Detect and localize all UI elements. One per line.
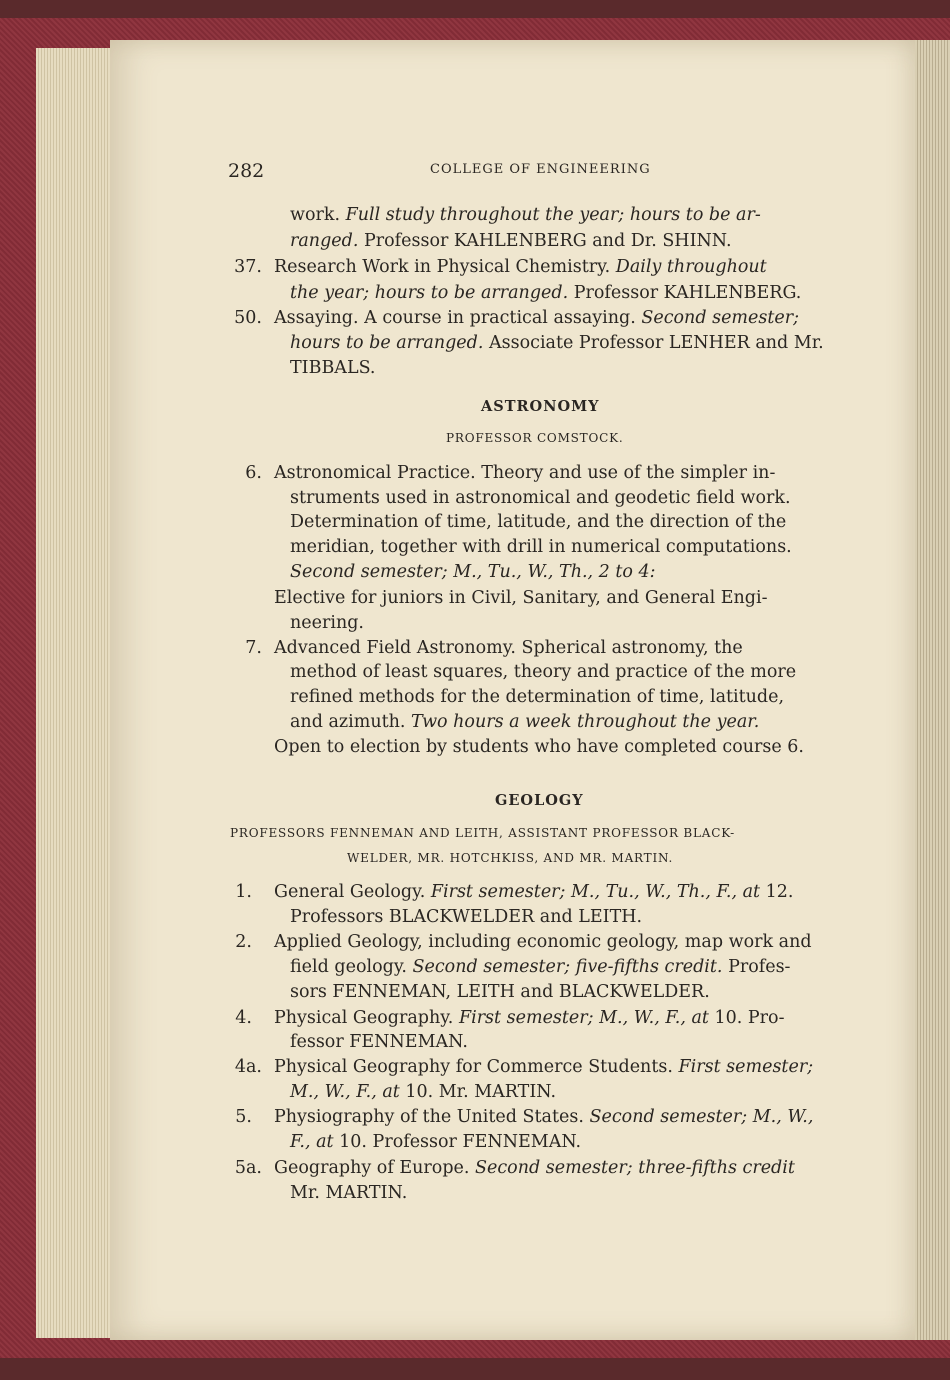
course-number: 6. [245, 463, 262, 483]
geology-staff-line-1: PROFESSORS FENNEMAN AND LEITH, ASSISTANT PROFESSOR BLACK- [230, 826, 735, 840]
astronomy-6-line-1: Astronomical Practice. Theory and use of the simpler in- [274, 463, 776, 483]
geology-5a-line-2: Mr. MARTIN. [290, 1183, 408, 1203]
astronomy-6-line-3: Determination of time, latitude, and the direction of the [290, 512, 787, 532]
astronomy-6-line-4: meridian, together with drill in numerical computations. [290, 537, 792, 557]
astronomy-7-line-5: Open to election by students who have completed course 6. [274, 737, 804, 757]
geology-4a-line-1: Physical Geography for Commerce Students. First semester; [274, 1057, 814, 1077]
astronomy-6-line-7: neering. [290, 613, 364, 633]
geology-4a-line-2: M., W., F., at 10. Mr. MARTIN. [290, 1082, 557, 1102]
geology-5a-line-1: Geography of Europe. Second semester; three-fifths credit [274, 1158, 795, 1178]
astronomy-7-line-2: method of least squares, theory and practice of the more [290, 662, 797, 682]
course-50-line-3: TIBBALS. [290, 358, 376, 378]
course-number: 50. [234, 308, 262, 328]
geology-1-line-1: General Geology. First semester; M., Tu., W., Th., F., at 12. [274, 882, 794, 902]
running-head: COLLEGE OF ENGINEERING [430, 162, 651, 177]
course-number: 5a. [234, 1158, 262, 1178]
course-number: 1. [235, 882, 252, 902]
course-number: 7. [245, 638, 262, 658]
geology-5-line-1: Physiography of the United States. Second semester; M., W., [274, 1107, 814, 1127]
page-edges-left [36, 48, 116, 1338]
geology-5-line-2: F., at 10. Professor FENNEMAN. [290, 1132, 582, 1152]
course-number: 37. [234, 257, 262, 277]
geology-staff-line-2: WELDER, MR. HOTCHKISS, AND MR. MARTIN. [347, 851, 674, 865]
astronomy-7-line-3: refined methods for the determination of time, latitude, [290, 687, 785, 707]
course-number: 2. [235, 932, 252, 952]
astronomy-7-line-4: and azimuth. Two hours a week throughout the year. [290, 712, 760, 732]
course-number: 5. [235, 1107, 252, 1127]
astronomy-6-line-6: Elective for juniors in Civil, Sanitary, and General Engi- [274, 588, 768, 608]
course-37-line-1: Research Work in Physical Chemistry. Daily throughout [274, 257, 767, 277]
section-title-astronomy: ASTRONOMY [481, 398, 600, 415]
course-50-line-1: Assaying. A course in practical assaying. Second semester; [274, 308, 800, 328]
geology-2-line-2: field geology. Second semester; five-fifths credit. Profes- [290, 957, 791, 977]
geology-4-line-1: Physical Geography. First semester; M., W., F., at 10. Pro- [274, 1008, 785, 1028]
page-number: 282 [228, 160, 265, 182]
astronomy-staff: PROFESSOR COMSTOCK. [446, 431, 624, 445]
section-title-geology: GEOLOGY [495, 792, 584, 809]
course-number: 4a. [234, 1057, 262, 1077]
page-edges-right [915, 40, 950, 1340]
line-1: work. Full study throughout the year; hours to be ar- [290, 205, 761, 225]
course-number: 4. [235, 1008, 252, 1028]
astronomy-6-line-5: Second semester; M., Tu., W., Th., 2 to 4: [290, 562, 656, 582]
geology-1-line-2: Professors BLACKWELDER and LEITH. [290, 907, 643, 927]
geology-2-line-1: Applied Geology, including economic geology, map work and [274, 932, 812, 952]
course-50-line-2: hours to be arranged. Associate Professor LENHER and Mr. [290, 333, 824, 353]
geology-2-line-3: sors FENNEMAN, LEITH and BLACKWELDER. [290, 982, 710, 1002]
astronomy-6-line-2: struments used in astronomical and geodetic field work. [290, 488, 791, 508]
astronomy-7-line-1: Advanced Field Astronomy. Spherical astronomy, the [274, 638, 743, 658]
line-2: ranged. Professor KAHLENBERG and Dr. SHINN. [290, 231, 732, 251]
course-37-line-2: the year; hours to be arranged. Professor KAHLENBERG. [290, 283, 802, 303]
geology-4-line-2: fessor FENNEMAN. [290, 1032, 468, 1052]
